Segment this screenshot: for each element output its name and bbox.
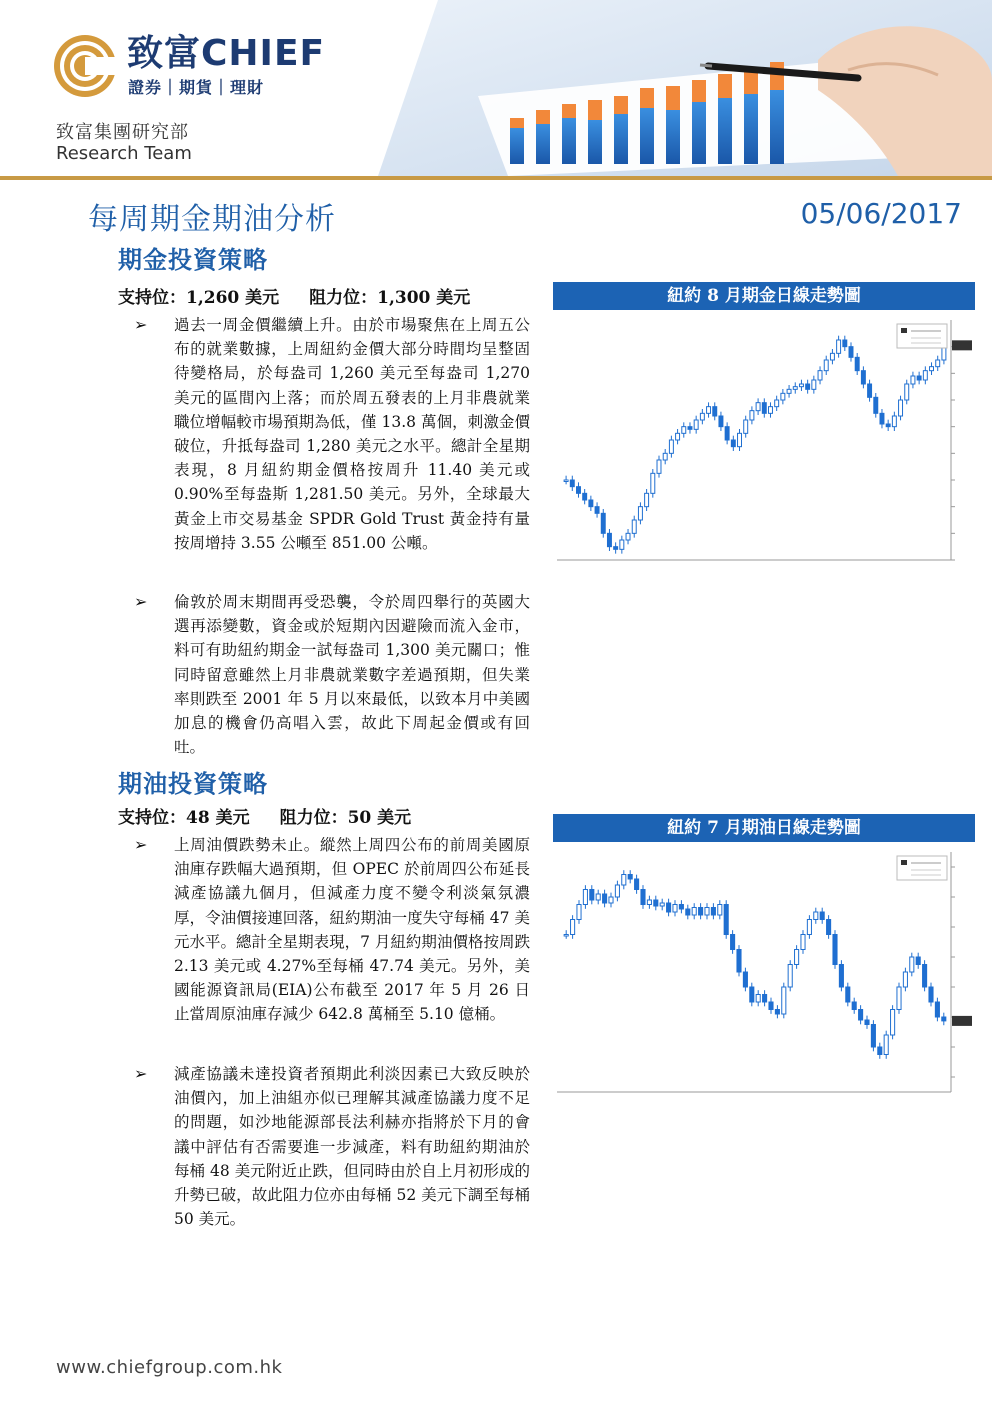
candle-body — [669, 440, 673, 453]
candle-body — [699, 908, 703, 916]
candle-body — [891, 1010, 895, 1036]
gold-chart — [553, 282, 975, 576]
oil-resistance-level: 阻力位：50 美元 — [279, 808, 412, 828]
gold-chart-title: 紐約 8 月期金日線走勢圖 — [553, 282, 975, 310]
candle-body — [846, 987, 850, 1002]
candle-body — [660, 903, 664, 906]
candle-body — [571, 920, 575, 935]
report-header — [0, 0, 992, 180]
oil-levels — [118, 803, 411, 828]
candle-body — [564, 935, 568, 937]
candle-body — [930, 367, 934, 371]
candle-body — [775, 400, 779, 407]
gold-bullet-1-text: 過去一周金價繼續上升。由於市場聚焦在上周五公布的就業數據，上周紐約金價大部分時間均呈整固待變格局，於每盎司 1,260 美元至每盎司 1,270 美元的區間內上落；而於周五發表的上月非農就業職位增幅較市場預期為低，僅 13.8 萬個，刺激金價破位，升抵每盎司 1,280 美元之水平。總計全星期表現，8 月紐約期金價格按周升 11.40 美元或 0.90%至每盎斯 1,281.50 美元。另外，全球最大黃金上市交易基金 SPDR Gold Trust 黃金持有量按周增持 3.55 公噸至 851.00 公噸。 — [174, 316, 530, 552]
bullet-arrow-icon: ➢ — [134, 592, 148, 611]
candle-body — [577, 487, 581, 494]
candle-body — [615, 885, 619, 897]
candle-body — [688, 427, 692, 430]
candle-body — [824, 360, 828, 371]
candle-body — [750, 987, 754, 1002]
candle-body — [700, 413, 704, 420]
chart-legend-box — [897, 324, 947, 348]
candle-body — [910, 957, 914, 972]
candle-body — [807, 920, 811, 935]
candle-body — [769, 407, 773, 414]
candle-body — [806, 384, 810, 389]
candle-body — [861, 371, 865, 384]
candle-body — [852, 1002, 856, 1010]
candle-body — [935, 1002, 939, 1017]
candle-body — [830, 353, 834, 360]
candle-body — [667, 903, 671, 912]
candle-body — [596, 894, 600, 900]
candle-body — [603, 894, 607, 903]
chart-legend-box — [897, 856, 947, 880]
candle-body — [583, 493, 587, 500]
candle-body — [884, 1035, 888, 1055]
page-title: 每周期金期油分析 — [88, 202, 336, 237]
oil-support-level: 支持位：48 美元 — [118, 808, 250, 828]
candle-body — [756, 995, 760, 1003]
candle-body — [738, 433, 742, 446]
candle-body — [855, 357, 859, 370]
oil-chart — [553, 814, 975, 1108]
banner-illustration — [378, 0, 992, 176]
candle-body — [799, 384, 803, 387]
candle-body — [679, 905, 683, 910]
candle-body — [673, 905, 677, 913]
candle-body — [775, 1010, 779, 1015]
candle-body — [923, 965, 927, 988]
last-price-marker — [952, 1016, 972, 1026]
report-date: 05/06/2017 — [800, 197, 962, 230]
candle-body — [711, 908, 715, 916]
candle-body — [782, 987, 786, 1014]
candle-body — [899, 400, 903, 416]
candle-body — [874, 397, 878, 413]
gold-bullet-1 — [134, 313, 530, 555]
candle-body — [892, 416, 896, 427]
candle-body — [620, 540, 624, 549]
candle-body — [820, 912, 824, 920]
candle-body — [917, 376, 921, 380]
candle-body — [694, 420, 698, 429]
candle-body — [692, 908, 696, 916]
gold-section-heading: 期金投資策略 — [118, 246, 268, 274]
candle-body — [880, 413, 884, 424]
candle-body — [622, 875, 626, 886]
candle-body — [793, 387, 797, 390]
bullet-arrow-icon: ➢ — [134, 835, 148, 854]
bullet-arrow-icon: ➢ — [134, 315, 148, 334]
oil-candlestick-chart — [553, 844, 975, 1108]
candle-body — [795, 950, 799, 965]
candle-body — [595, 507, 599, 514]
candle-body — [871, 1025, 875, 1048]
gold-bullet-2-text: 倫敦於周末期間再受恐襲，令於周四舉行的英國大選再添變數，資金或於短期內因避險而流入金市，料可有助紐約期金一試每盎司 1,300 美元關口；惟同時留意雖然上月非農就業數字差過預期，但失業率則跌至 2001 年 5 月以來最低，以致本月中美國加息的機會仍高唱入雲，故此下周起金價或有回吐。 — [174, 593, 530, 757]
bullet-arrow-icon: ➢ — [134, 1064, 148, 1083]
candle-body — [916, 957, 920, 965]
candle-body — [905, 384, 909, 400]
candle-body — [564, 480, 568, 482]
candle-body — [839, 965, 843, 988]
department-chinese: 致富集團研究部 — [56, 122, 189, 143]
candle-body — [635, 879, 639, 890]
candle-body — [614, 547, 618, 550]
gold-levels — [118, 283, 470, 308]
gold-resistance-level: 阻力位：1,300 美元 — [309, 288, 471, 308]
candle-body — [781, 393, 785, 400]
brand-name: 致富CHIEF — [127, 33, 326, 74]
candle-body — [911, 376, 915, 384]
gold-support-level: 支持位：1,260 美元 — [118, 288, 280, 308]
candle-body — [762, 403, 766, 414]
candle-body — [663, 453, 667, 460]
candle-body — [719, 416, 723, 427]
candle-body — [647, 900, 651, 905]
candle-body — [705, 908, 709, 916]
candle-body — [859, 1010, 863, 1021]
legend-swatch — [901, 328, 907, 333]
brand-tagline: 證券｜期貨｜理財 — [128, 78, 265, 97]
candle-body — [731, 440, 735, 447]
candle-body — [897, 987, 901, 1010]
candle-body — [833, 935, 837, 965]
candle-body — [801, 935, 805, 950]
chief-logo-icon — [52, 33, 118, 99]
candle-body — [707, 407, 711, 414]
candle-body — [676, 433, 680, 440]
candle-body — [769, 1002, 773, 1010]
candle-body — [936, 360, 940, 367]
candle-body — [878, 1047, 882, 1055]
candle-body — [868, 384, 872, 397]
oil-bullet-1 — [134, 833, 530, 1027]
gold-bullet-2 — [134, 590, 530, 759]
last-price-marker — [952, 340, 972, 350]
oil-chart-title: 紐約 7 月期油日線走勢圖 — [553, 814, 975, 842]
candle-body — [641, 890, 645, 905]
candle-body — [812, 380, 816, 389]
department-english: Research Team — [56, 143, 192, 164]
candle-body — [718, 905, 722, 916]
candle-body — [763, 995, 767, 1003]
legend-swatch — [901, 860, 907, 865]
candle-body — [724, 905, 728, 935]
candle-body — [756, 403, 760, 411]
candle-body — [929, 987, 933, 1002]
candle-body — [657, 460, 661, 473]
candle-body — [590, 890, 594, 901]
candle-body — [686, 909, 690, 915]
candle-body — [923, 371, 927, 380]
candle-body — [750, 411, 754, 420]
candle-body — [725, 427, 729, 440]
candle-body — [814, 912, 818, 920]
candle-body — [645, 493, 649, 506]
candle-body — [654, 900, 658, 906]
candle-body — [849, 347, 853, 358]
candle-body — [787, 389, 791, 393]
candle-body — [626, 533, 630, 540]
candle-body — [577, 905, 581, 920]
candle-body — [609, 897, 613, 903]
oil-bullet-1-text: 上周油價跌勢未止。縱然上周四公布的前周美國原油庫存跌幅大過預期，但 OPEC 於前周四公布延長減產協議九個月，但減產力度不變令利淡氣氛濃厚，令油價接連回落，紐約期油一度失守每桶 47 美元水平。總計全星期表現，7 月紐約期油價格按周跌 2.13 美元或 4.27%至每桶 47.74 美元。另外，美國能源資訊局(EIA)公布截至 2017 年 5 月 26 日止當周原油庫存減少 642.8 萬桶至 5.10 億桶。 — [174, 836, 530, 1024]
candle-body — [583, 890, 587, 905]
candle-body — [682, 427, 686, 434]
candle-body — [638, 507, 642, 520]
oil-section-heading: 期油投資策略 — [118, 770, 268, 798]
gold-candlestick-chart — [553, 312, 975, 576]
candle-body — [903, 972, 907, 987]
candle-body — [843, 340, 847, 347]
candle-body — [589, 500, 593, 507]
oil-bullet-2-text: 減產協議未達投資者預期此利淡因素已大致反映於油價內，加上油組亦似已理解其減產協議力度不足的問題，如沙地能源部長法利赫亦指將於下月的會議中評估有否需要進一步減產，料有助紐約期油於每桶 48 美元附近止跌，但同時由於自上月初形成的升勢已破，故此阻力位亦由每桶 52 美元下調至每桶 50 美元。 — [174, 1065, 530, 1229]
candle-body — [743, 972, 747, 987]
candle-body — [827, 920, 831, 935]
candle-body — [713, 407, 717, 416]
candle-body — [788, 965, 792, 988]
candle-body — [607, 533, 611, 546]
candle-body — [570, 480, 574, 487]
candle-body — [942, 1017, 946, 1021]
candle-body — [601, 513, 605, 533]
candle-body — [651, 473, 655, 493]
oil-bullet-2 — [134, 1062, 530, 1231]
candle-body — [818, 371, 822, 380]
candle-body — [886, 424, 890, 427]
candle-body — [737, 950, 741, 973]
candle-body — [744, 420, 748, 433]
candle-body — [837, 340, 841, 353]
candle-body — [731, 935, 735, 950]
header-gold-rule — [0, 176, 992, 180]
candle-body — [632, 520, 636, 533]
candle-body — [628, 875, 632, 880]
footer-website: www.chiefgroup.com.hk — [56, 1357, 283, 1378]
candle-body — [865, 1020, 869, 1025]
